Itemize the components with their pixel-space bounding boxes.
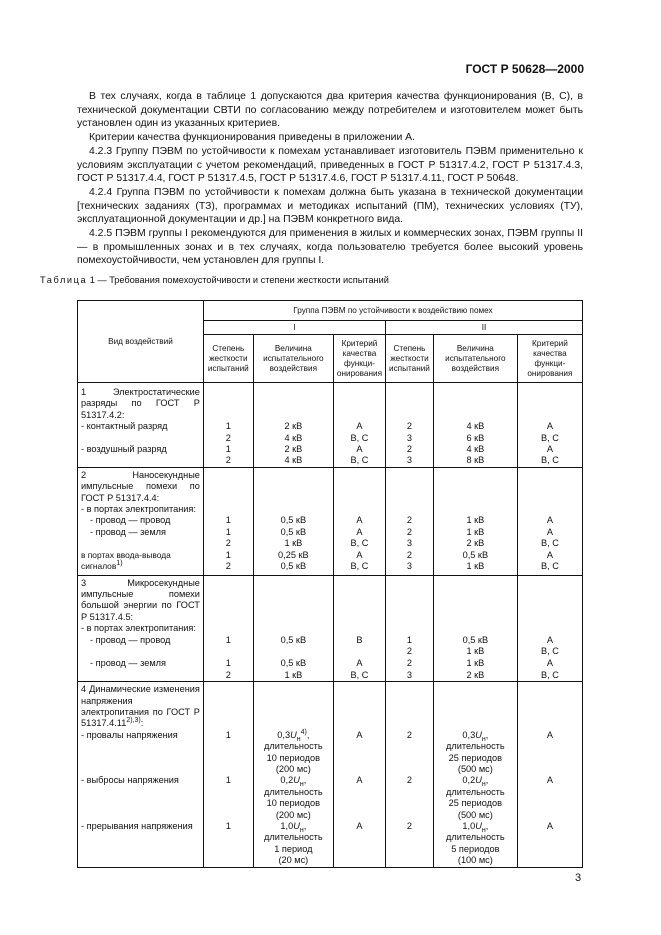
- cell-degree: 1 2: [203, 550, 253, 575]
- cell-criterion: А В, С: [517, 550, 582, 575]
- cell-degree: 1: [203, 730, 253, 776]
- value-duration: длительность 1 период (20 мс): [264, 832, 323, 866]
- cell-degree: 1: [203, 821, 253, 867]
- table-caption-text: 1 — Требования помехоустойчивости и степени жесткости испытаний: [89, 275, 389, 285]
- cell-criterion: А В, С: [517, 635, 582, 658]
- cell-criterion: А В, С: [517, 527, 582, 550]
- cell-degree: 1 2: [386, 635, 434, 658]
- header-group: Группа ПЭВМ по устойчивости к воздействию помех: [203, 301, 582, 321]
- cell-criterion: А В, С: [517, 421, 582, 444]
- cell-degree: 2: [386, 821, 434, 867]
- cell-value: 0,5 кВ: [253, 515, 333, 526]
- value-duration: длительность 5 периодов (100 мс): [446, 832, 505, 866]
- cell-value: 1 кВ 2 кВ: [433, 657, 517, 681]
- header-value-1: Величина испытательного воздействия: [253, 335, 333, 383]
- cell-value: [253, 730, 333, 776]
- table-row: [78, 444, 583, 467]
- row-label: - провалы напряжения: [78, 730, 204, 776]
- cell-value: [253, 775, 333, 821]
- voltage-symbol: U: [475, 775, 482, 786]
- row-label: [78, 550, 204, 575]
- paragraph-appendix: Критерии качества функционирования приведены в приложении А.: [89, 132, 415, 143]
- header-group-2: II: [386, 321, 583, 335]
- header-value-2: Величина испытательного воздействия: [433, 335, 517, 383]
- cell-degree: 2 3: [386, 657, 434, 681]
- row-label: - прерывания напряжения: [78, 821, 204, 867]
- cell-value: 4 кВ 6 кВ: [433, 421, 517, 444]
- cell-degree: 1 2: [203, 421, 253, 444]
- value-duration: длительность 25 периодов (500 мс): [446, 741, 505, 774]
- cell-degree: 1: [203, 515, 253, 526]
- header-group-1: I: [203, 321, 385, 335]
- header-degree-1: Степень жесткости испытаний: [203, 335, 253, 383]
- table-row: [78, 467, 583, 515]
- cell-criterion: А: [517, 775, 582, 821]
- cell-criterion: А В, С: [517, 444, 582, 467]
- header-criterion-1: Критерий качества функци-онирования: [333, 335, 385, 383]
- cell-criterion: В: [333, 635, 385, 658]
- voltage-index: н: [299, 781, 304, 789]
- table-row: [78, 657, 583, 681]
- table-caption: [40, 275, 389, 285]
- voltage-symbol: U: [293, 775, 300, 786]
- cell-degree: 1 2: [203, 444, 253, 467]
- table-caption-label: Таблица: [40, 275, 88, 285]
- cell-criterion: А: [333, 515, 385, 526]
- value-duration: длительность 10 периодов (200 мс): [264, 741, 323, 774]
- cell-value: 0,5 кВ 1 кВ: [433, 550, 517, 575]
- cell-value: [433, 730, 517, 776]
- cell-criterion: А: [333, 775, 385, 821]
- row-label: - выбросы напряжения: [78, 775, 204, 821]
- table-row: [78, 575, 583, 635]
- requirements-table: [77, 300, 583, 868]
- cell-degree: 2 3: [386, 527, 434, 550]
- cell-value: 0,25 кВ 0,5 кВ: [253, 550, 333, 575]
- cell-degree: 1 2: [203, 657, 253, 681]
- table-row: [78, 421, 583, 444]
- cell-degree: 2 3: [386, 444, 434, 467]
- paragraph-4-2-4: 4.2.4 Группа ПЭВМ по устойчивости к помехам должна быть указана в технической документации [технических заданиях (ТЗ), программах и методиках испытаний (ПМ), технических условиях (ТУ), эксплуатационной документации и др.] на ПЭВМ конкретного вида.: [77, 187, 583, 226]
- voltage-index: н: [481, 781, 486, 789]
- paragraph-4-2-3: 4.2.3 Группу ПЭВМ по устойчивости к помехам устанавливает изготовитель ПЭВМ применительно к условиям эксплуатации с учетом рекомендаций, приведенных в ГОСТ Р 51317.4.2, ГОСТ Р 51317.4.3, ГОСТ Р 51317.4.4, ГОСТ Р 51317.4.5, ГОСТ Р 51317.4.6, ГОСТ Р 51317.4.11, ГОСТ Р 50648.: [77, 146, 583, 185]
- row-label: - провод — земля: [78, 527, 204, 550]
- voltage-symbol: U: [475, 729, 482, 740]
- cell-value: 2 кВ 4 кВ: [253, 444, 333, 467]
- table-row: [78, 550, 583, 575]
- value-duration: длительность 25 периодов (500 мс): [446, 786, 505, 820]
- value-number: 1,0: [462, 821, 476, 832]
- cell-criterion: А В, С: [333, 527, 385, 550]
- value-number: 0,2: [462, 775, 476, 786]
- cell-criterion: А: [517, 821, 582, 867]
- voltage-symbol: U: [290, 729, 297, 740]
- row-label: - провод — провод: [78, 515, 204, 526]
- value-number: 1,0: [280, 821, 294, 832]
- document-id: ГОСТ Р 50628—2000: [465, 62, 584, 76]
- cell-value: [433, 821, 517, 867]
- table-row: [78, 515, 583, 526]
- cell-criterion: А В, С: [517, 657, 582, 681]
- cell-degree: 2: [386, 775, 434, 821]
- header-criterion-2: Критерий качества функци-онирования: [517, 335, 582, 383]
- section-4-title: [78, 682, 204, 730]
- cell-value: [433, 775, 517, 821]
- cell-criterion: А В, С: [333, 550, 385, 575]
- cell-degree: 1 2: [203, 527, 253, 550]
- cell-degree: 2 3: [386, 421, 434, 444]
- value-sep: ,: [303, 775, 307, 786]
- row-label: - провод — провод: [78, 635, 204, 658]
- footnote-mark: 1): [116, 560, 123, 568]
- voltage-symbol: U: [475, 821, 482, 832]
- voltage-index: н: [296, 735, 301, 743]
- section-1-title: 1 Электростатические разряды по ГОСТ Р 51317.4.2:: [78, 383, 204, 422]
- section-2-title-text: 2 Наносекундные импульсные помехи по ГОСТ Р 51317.4.4:: [81, 469, 200, 503]
- table-row: [78, 730, 583, 776]
- section-4-title-end: :: [140, 718, 144, 729]
- section-2-sub: - в портах электропитания:: [81, 504, 196, 515]
- value-number: 0,2: [280, 775, 294, 786]
- value-duration: длительность 10 периодов (200 мс): [264, 786, 323, 820]
- row-label: - контактный разряд: [78, 421, 204, 444]
- table-row: [78, 383, 583, 422]
- cell-criterion: А: [517, 730, 582, 776]
- value-number: 0,3: [277, 729, 291, 740]
- row-label: - провод — земля: [78, 657, 204, 681]
- section-3-sub: - в портах электропитания:: [81, 623, 196, 634]
- value-number: 0,3: [462, 729, 476, 740]
- cell-criterion: А В, С: [333, 444, 385, 467]
- section-3-title: [78, 575, 204, 635]
- cell-value: 4 кВ 8 кВ: [433, 444, 517, 467]
- cell-degree: 2: [386, 730, 434, 776]
- section-2-title: [78, 467, 204, 515]
- cell-degree: 2: [386, 515, 434, 526]
- table-row: [78, 527, 583, 550]
- cell-value: 0,5 кВ 1 кВ: [253, 657, 333, 681]
- cell-value: 0,5 кВ 1 кВ: [253, 527, 333, 550]
- voltage-symbol: U: [293, 821, 300, 832]
- cell-value: 1 кВ 2 кВ: [433, 527, 517, 550]
- voltage-index: н: [481, 826, 486, 834]
- header-impact: Вид воздействий: [78, 301, 204, 383]
- cell-value: 2 кВ 4 кВ: [253, 421, 333, 444]
- footnote-mark: 4): [300, 728, 307, 736]
- voltage-index: н: [481, 735, 486, 743]
- value-sep: ,: [485, 821, 489, 832]
- footnote-mark: 2),3): [126, 717, 141, 725]
- paragraph-4-2-5: 4.2.5 ПЭВМ группы I рекомендуются для применения в жилых и коммерческих зонах, ПЭВМ группы II — в промышленных зонах и в тех случаях, когда пользователю требуется более высокий уровень помехоустойчивости, чем установлен для группы I.: [77, 228, 583, 267]
- cell-criterion: А В, С: [333, 421, 385, 444]
- cell-degree: 1: [203, 635, 253, 658]
- value-sep: ,: [485, 775, 489, 786]
- page-number: 3: [575, 872, 582, 884]
- cell-criterion: А: [333, 821, 385, 867]
- cell-value: 1 кВ: [433, 515, 517, 526]
- table-row: [78, 775, 583, 821]
- row-label-text: в портах ввода-вывода сигналов: [81, 549, 171, 572]
- header-degree-2: Степень жесткости испытаний: [386, 335, 434, 383]
- cell-degree: 1: [203, 775, 253, 821]
- table-row: [78, 821, 583, 867]
- voltage-index: н: [299, 826, 304, 834]
- cell-criterion: А: [333, 730, 385, 776]
- cell-value: 0,5 кВ 1 кВ: [433, 635, 517, 658]
- paragraph-criteria: В тех случаях, когда в таблице 1 допускаются два критерия качества функционирования (В, С), в технической документации СВТИ по согласованию между потребителем и изготовителем может быть установлен один из указанных критериев.: [77, 91, 583, 130]
- row-label: - воздушный разряд: [78, 444, 204, 467]
- cell-value: [253, 821, 333, 867]
- section-4-title-text: 4 Динамические изменения напряжения электропитания по ГОСТ Р 51317.4.11: [81, 684, 200, 729]
- value-sep: ,: [306, 729, 310, 740]
- cell-degree: 2 3: [386, 550, 434, 575]
- cell-value: 0,5 кВ: [253, 635, 333, 658]
- table-row: [78, 682, 583, 730]
- table-row: [78, 635, 583, 658]
- cell-criterion: А В, С: [333, 657, 385, 681]
- value-sep: ,: [485, 729, 489, 740]
- cell-criterion: А: [517, 515, 582, 526]
- section-3-title-text: 3 Микросекундные импульсные помехи большой энергии по ГОСТ Р 51317.4.5:: [81, 577, 200, 622]
- value-sep: ,: [303, 821, 307, 832]
